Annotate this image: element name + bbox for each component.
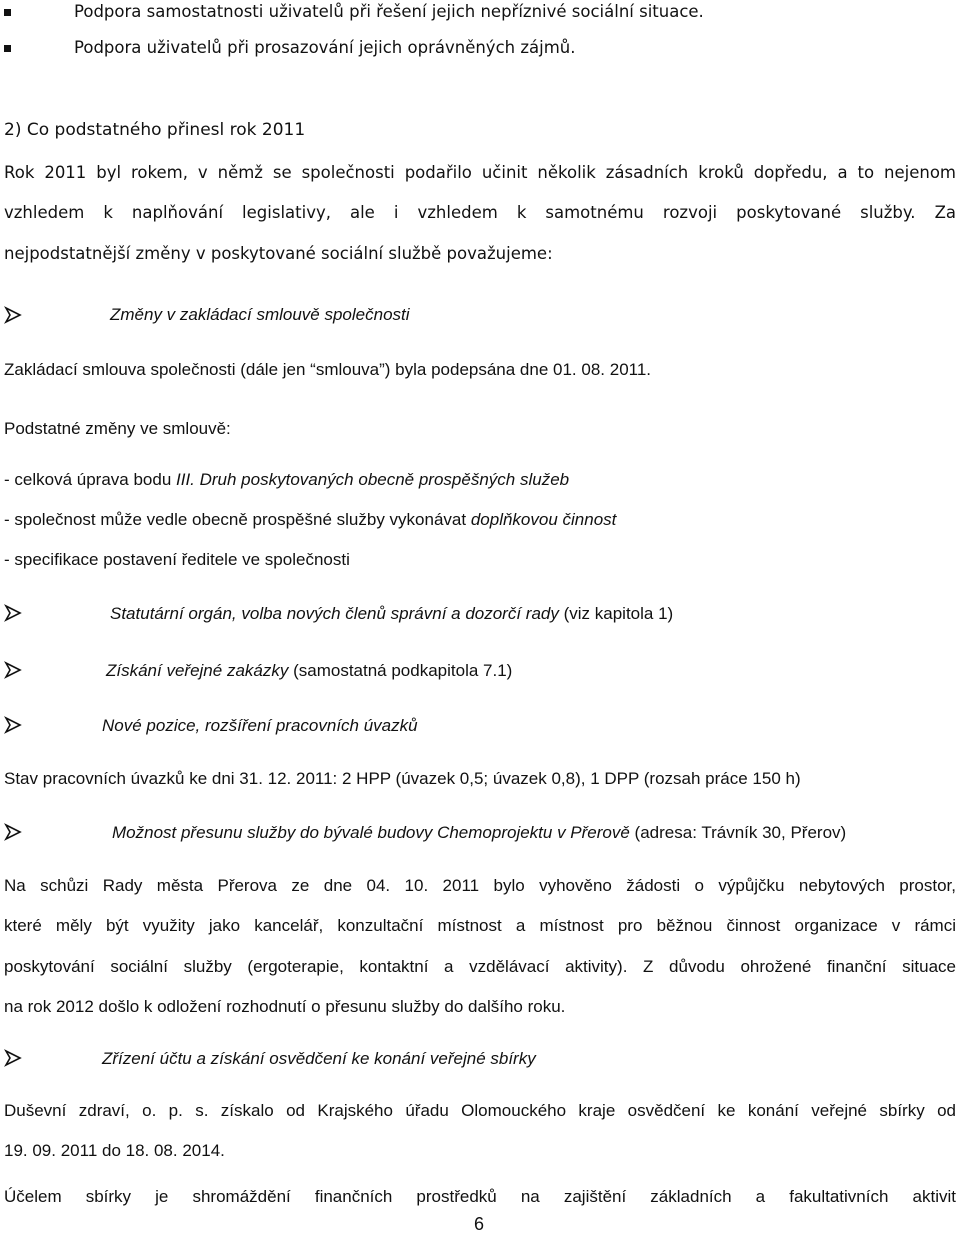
- arrowhead-bullet-icon: [4, 604, 22, 622]
- arrowhead-bullet-icon: [4, 661, 22, 679]
- intro-line: nejpodstatnější změny v poskytované sociální službě považujeme:: [4, 244, 553, 263]
- paragraph-line: poskytování sociální služby (ergoterapie, kontaktní a vzdělávací aktivity). Z důvodu ohrožené finanční situace: [4, 957, 956, 976]
- change-item: [4, 470, 569, 490]
- change-emphasis: III. Druh poskytovaných obecně prospěšných služeb: [176, 470, 570, 489]
- square-bullet-icon: [4, 9, 11, 16]
- bullet-item: Podpora uživatelů při prosazování jejich oprávněných zájmů.: [74, 38, 576, 57]
- item-note: (samostatná podkapitola 7.1): [288, 661, 513, 680]
- arrowhead-bullet-icon: [4, 716, 22, 734]
- change-item: - specifikace postavení ředitele ve společnosti: [4, 550, 350, 569]
- change-text: - celková úprava bodu: [4, 470, 176, 489]
- section-title: 2) Co podstatného přinesl rok 2011: [4, 120, 306, 140]
- change-text: - společnost může vedle obecně prospěšné služby vykonávat: [4, 510, 471, 529]
- square-bullet-icon: [4, 45, 11, 52]
- paragraph-line: Duševní zdraví, o. p. s. získalo od Krajského úřadu Olomouckého kraje osvědčení ke konání veřejné sbírky od: [4, 1101, 956, 1120]
- item-note: (adresa: Trávník 30, Přerov): [629, 823, 847, 842]
- item-heading: [106, 661, 512, 681]
- change-item: [4, 510, 616, 530]
- bullet-item: Podpora samostatnosti uživatelů při řešení jejich nepříznivé sociální situace.: [74, 2, 704, 21]
- item-title: Zřízení účtu a získání osvědčení ke konání veřejné sbírky: [102, 1049, 536, 1068]
- arrowhead-bullet-icon: [4, 306, 22, 324]
- arrowhead-bullet-icon: [4, 1049, 22, 1067]
- item-heading: [112, 823, 846, 843]
- paragraph-line: na rok 2012 došlo k odložení rozhodnutí o přesunu služby do dalšího roku.: [4, 997, 566, 1016]
- paragraph-line: Na schůzi Rady města Přerova ze dne 04. 10. 2011 bylo vyhověno žádosti o výpůjčku nebytových prostor,: [4, 876, 956, 895]
- intro-line: Rok 2011 byl rokem, v němž se společnosti podařilo učinit několik zásadních kroků dopředu, a to nejenom: [4, 163, 956, 182]
- item-title: Změny v zakládací smlouvě společnosti: [110, 305, 410, 324]
- item-title: Možnost přesunu služby do bývalé budovy Chemoprojektu v Přerově: [112, 823, 630, 842]
- item-note: (viz kapitola 1): [558, 604, 674, 623]
- paragraph-line: 19. 09. 2011 do 18. 08. 2014.: [4, 1141, 225, 1160]
- page-number: 6: [474, 1214, 485, 1234]
- paragraph-line: které měly být využity jako kancelář, konzultační místnost a místnost pro běžnou činnost organizace v rámci: [4, 916, 956, 935]
- arrowhead-bullet-icon: [4, 823, 22, 841]
- paragraph-line: Účelem sbírky je shromáždění finančních prostředků na zajištění základních a fakultativních aktivit: [4, 1187, 956, 1206]
- paragraph: Podstatné změny ve smlouvě:: [4, 419, 231, 438]
- paragraph: Zakládací smlouva společnosti (dále jen “smlouva”) byla podepsána dne 01. 08. 2011.: [4, 360, 652, 379]
- item-title: Nové pozice, rozšíření pracovních úvazků: [102, 716, 418, 735]
- item-heading: [110, 604, 673, 624]
- item-title: Statutární orgán, volba nových členů správní a dozorčí rady: [110, 604, 559, 623]
- intro-line: vzhledem k naplňování legislativy, ale i vzhledem k samotnému rozvoji poskytované služby. Za: [4, 203, 956, 222]
- change-emphasis: doplňkovou činnost: [470, 510, 617, 529]
- item-title: Získání veřejné zakázky: [106, 661, 289, 680]
- paragraph: Stav pracovních úvazků ke dni 31. 12. 2011: 2 HPP (úvazek 0,5; úvazek 0,8), 1 DPP (rozsah práce 150 h): [4, 769, 801, 788]
